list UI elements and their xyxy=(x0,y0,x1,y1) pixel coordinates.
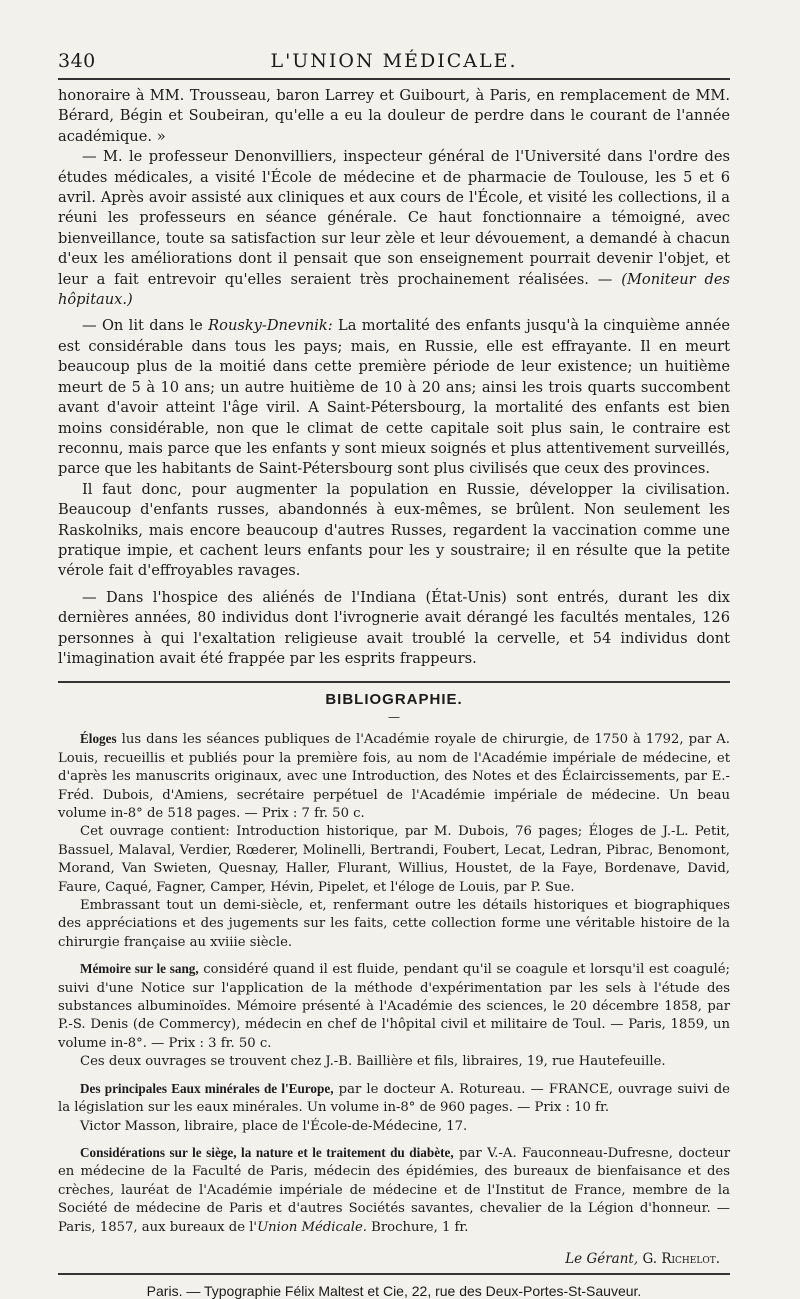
biblio-entry xyxy=(58,730,730,823)
printer-imprint: Paris. — Typographie Félix Maltest et Cie, 22, rue des Deux-Portes-St-Sauveur. xyxy=(146,1282,642,1299)
page-number: 340 xyxy=(58,50,96,72)
header-rule xyxy=(58,78,730,80)
news-text: La mortalité des enfants jusqu'à la cinquième année est considérable dans tous les pays; mais, en Russie, elle est effrayante. Il en meurt beaucoup plus de la moitié dans cette première période de leur existence; un huitième meurt de 5 à 10 ans; un autre huitième de 10 à 20 ans; ainsi les trois quarts succombent avant d'avoir atteint l'âge viril. A Saint-Pétersbourg, la mortalité des enfants est bien moins considérable, non que le climat de cette capitale soit plus sain, le contraire est reconnu, mais parce que les enfants y sont mieux soignés et plus attentivement surveillés, parce que les habitants de Saint-Pétersbourg sont plus civilisés que ceux des provinces. xyxy=(58,317,731,478)
section-dash: — xyxy=(388,710,400,725)
entry-text: par le docteur A. Rotureau. — FRANCE, ouvrage suivi de la législation sur les eaux minérales. Un volume in-8° de 960 pages. — Prix : 10 fr. xyxy=(58,1081,730,1116)
news-source: (Moniteur des hôpitaux.) xyxy=(58,270,731,309)
entry-title: Mémoire sur le sang, xyxy=(80,961,199,977)
journal-citation: Rousky-Dnevnik: xyxy=(208,317,333,335)
journal-citation: Union Médicale. xyxy=(257,1219,367,1235)
document-page xyxy=(58,40,731,1299)
news-paragraph: — Dans l'hospice des aliénés de l'Indiana (État-Unis) sont entrés, durant les dix dernières années, 80 individus dont l'ivrognerie avait dérangé les facultés mentales, 126 personnes à qui l'exaltation religieuse avait troublé la cervelle, et 54 individus dont l'imagination avait été frappée par les esprits frappeurs. xyxy=(58,588,730,667)
section-title: BIBLIOGRAPHIE. xyxy=(325,691,463,709)
bibliography-section xyxy=(58,730,730,1237)
news-section xyxy=(58,86,730,669)
biblio-entry xyxy=(58,1144,730,1237)
news-paragraph xyxy=(58,316,730,479)
news-lead: — On lit dans le xyxy=(82,317,203,335)
news-paragraph: Il faut donc, pour augmenter la population en Russie, développer la civilisation. Beaucoup d'enfants russes, abandonnés à eux-mêmes, se brûlent. Non seulement les Raskolniks, mais encore beaucoup d'autres Russes, regardent la vaccination comme une pratique impie, et cachent leurs enfants pour les y soustraire; il en résulte que la petite vérole fait d'effroyables ravages. xyxy=(58,480,730,580)
entry-title: Des principales Eaux minérales de l'Europe, xyxy=(80,1080,334,1096)
news-text: — M. le professeur Denonvilliers, inspecteur général de l'Université dans l'ordre des études médicales, a visité l'École de médecine et de pharmacie de Toulouse, les 5 et 6 avril. Après avoir assisté aux cliniques et aux cours de l'École, et visité les collections, il a réuni les professeurs en séance générale. Ce haut fonctionnaire a témoigné, avec bienveillance, toute sa satisfaction sur leur zèle et leur dévouement, a demandé à chacun d'eux les améliorations dont il pensait que son enseignement pourrait devenir l'objet, et leur a fait entrevoir qu'elles seraient très prochainement réalisées. — xyxy=(58,148,730,288)
signature-name: G. Richelot. xyxy=(642,1250,720,1267)
section-rule xyxy=(58,681,730,683)
news-paragraph: honoraire à MM. Trousseau, baron Larrey et Guibourt, à Paris, en remplacement de MM. Bérard, Bégin et Soubeiran, qu'elle a eu la douleur de perdre dans le courant de l'année académique. » xyxy=(58,87,730,145)
news-paragraph xyxy=(58,147,730,310)
signature xyxy=(58,1251,730,1267)
entry-text: Brochure, 1 fr. xyxy=(371,1219,469,1235)
biblio-paragraph: Embrassant tout un demi-siècle, et, renfermant outre les détails historiques et biographiques des appréciations et des jugements sur les faits, cette collection forme une véritable histoire de la chirurgie française au xviiie siècle. xyxy=(58,898,730,950)
biblio-paragraph: Ces deux ouvrages se trouvent chez J.-B. Baillière et fils, libraires, 19, rue Hautefeuille. xyxy=(80,1054,666,1070)
entry-title: Éloges xyxy=(80,731,117,747)
entry-text: considéré quand il est fluide, pendant qu'il se coagule et lorsqu'il est coagulé; suivi d'une Notice sur l'application de la méthode d'expérimentation par les sels à l'étude des substances albuminoïdes. Mémoire présenté à l'Académie des sciences, le 20 décembre 1858, par P.-S. Denis (de Commercy), médecin en chef de l'hôpital civil et militaire de Toul. — Paris, 1859, un volume in-8°. — Prix : 3 fr. 50 c. xyxy=(58,962,730,1051)
biblio-paragraph: Cet ouvrage contient: Introduction historique, par M. Dubois, 76 pages; Éloges de J.-L. Petit, Bassuel, Malaval, Verdier, Rœderer, Molinelli, Bertrandi, Foubert, Lecat, Ledran, Pibrac, Benomont, Morand, Van Swieten, Quesnay, Haller, Flurant, Willius, Houstet, de la Faye, Bordenave, David, Faure, Caqué, Fagner, Camper, Hévin, Pipelet, et l'éloge de Louis, par P. Sue. xyxy=(58,824,730,895)
biblio-paragraph: Victor Masson, libraire, place de l'École-de-Médecine, 17. xyxy=(80,1118,468,1134)
journal-title: L'UNION MÉDICALE. xyxy=(270,50,518,72)
entry-title: Considérations sur le siège, la nature et le traitement du diabète, xyxy=(80,1144,454,1160)
entry-text: lus dans les séances publiques de l'Académie royale de chirurgie, de 1750 à 1792, par A. Louis, recueillis et publiés pour la première fois, au nom de l'Académie impériale de médecine, et d'après les manuscrits originaux, avec une Introduction, des Notes et des Éclaircissements, par E.-Fréd. Dubois, d'Amiens, secrétaire perpétuel de l'Académie impériale de médecine. Un beau volume in-8° de 518 pages. — Prix : 7 fr. 50 c. xyxy=(58,732,730,821)
biblio-entry xyxy=(58,1080,730,1118)
footer-rule xyxy=(58,1273,730,1275)
running-head xyxy=(58,40,730,76)
biblio-entry xyxy=(58,960,730,1053)
signature-label: Le Gérant, xyxy=(565,1250,639,1267)
entry-text: par V.-A. Fauconneau-Dufresne, docteur en médecine de la Faculté de Paris, médecin des épidémies, des bureaux de bienfaisance et des crèches, lauréat de l'Académie impériale de médecine et de l'Institut de France, membre de la Société de médecine de Paris et d'autres Sociétés savantes, chevalier de la Légion d'honneur. — Paris, 1857, aux bureaux de l' xyxy=(58,1145,730,1235)
